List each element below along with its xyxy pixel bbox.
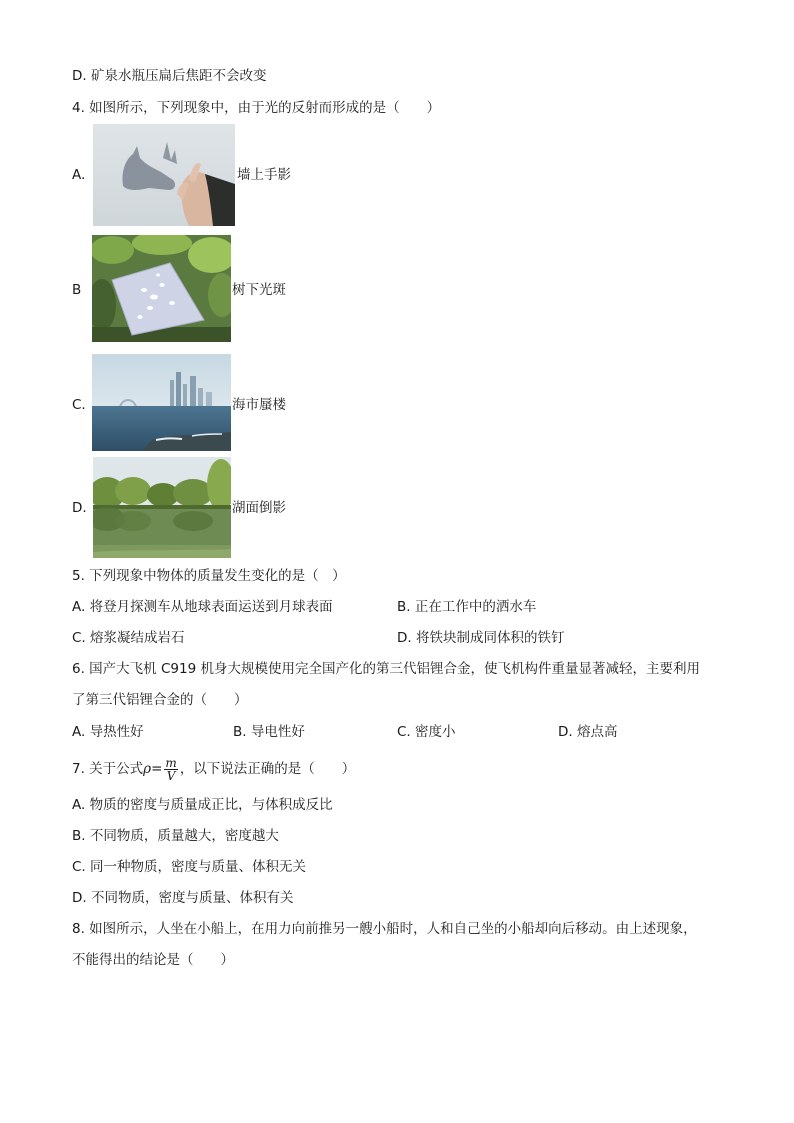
density-formula-fraction [164, 757, 177, 782]
q7-stem-suffix: ，以下说法正确的是（ ） [179, 761, 356, 777]
hand-shadow-image [93, 124, 235, 226]
lake-reflection-image [93, 457, 231, 558]
q4-stem: 4. 如图所示，下列现象中，由于光的反射而形成的是（ ） [72, 100, 441, 116]
q6-stem-line2: 了第三代铝锂合金的（ ） [72, 692, 248, 708]
q6-option-a: A. 导热性好 [72, 724, 144, 740]
q7-stem-prefix: 7. 关于公式 [72, 761, 144, 777]
q4-option-c-caption: 海市蜃楼 [232, 397, 286, 413]
light-spots-image [92, 235, 231, 342]
q7-option-d: D. 不同物质，密度与质量、体积有关 [72, 890, 294, 906]
q7-option-b: B. 不同物质，质量越大，密度越大 [72, 828, 279, 844]
q4-option-d-caption: 湖面倒影 [232, 500, 286, 516]
q6-stem-line1: 6. 国产大飞机 C919 机身大规模使用完全国产化的第三代铝锂合金，使飞机构件重量显著减轻，主要利用 [72, 661, 700, 677]
mirage-image [92, 354, 231, 451]
q6-option-d: D. 熔点高 [558, 724, 618, 740]
q7-option-a: A. 物质的密度与质量成正比，与体积成反比 [72, 797, 333, 813]
q6-option-b: B. 导电性好 [233, 724, 305, 740]
q4-option-a-letter: A. [72, 167, 86, 183]
q8-stem-line2: 不能得出的结论是（ ） [72, 952, 234, 968]
q5-option-b: B. 正在工作中的洒水车 [397, 599, 537, 615]
density-formula-rho: ρ= [143, 761, 163, 777]
q5-option-c: C. 熔浆凝结成岩石 [72, 630, 185, 646]
q4-option-c-letter: C. [72, 397, 86, 413]
q4-option-a-caption: 墙上手影 [237, 167, 291, 183]
q4-option-d-letter: D. [72, 500, 87, 516]
q4-option-b-caption: 树下光斑 [232, 282, 286, 298]
q8-stem-line1: 8. 如图所示，人坐在小船上，在用力向前推另一艘小船时，人和自己坐的小船却向后移动。由上述现象， [72, 921, 697, 937]
q5-stem: 5. 下列现象中物体的质量发生变化的是（ ） [72, 568, 346, 584]
q5-option-a: A. 将登月探测车从地球表面运送到月球表面 [72, 599, 333, 615]
q6-option-c: C. 密度小 [397, 724, 456, 740]
density-formula-numerator: m [165, 755, 177, 770]
q4-option-b-letter: B [72, 282, 82, 298]
q7-stem [72, 756, 355, 782]
q5-option-d: D. 将铁块制成同体积的铁钉 [397, 630, 565, 646]
density-formula-denominator: V [166, 768, 176, 783]
q7-option-c: C. 同一种物质，密度与质量、体积无关 [72, 859, 307, 875]
q3-option-d: D. 矿泉水瓶压扁后焦距不会改变 [72, 68, 267, 84]
